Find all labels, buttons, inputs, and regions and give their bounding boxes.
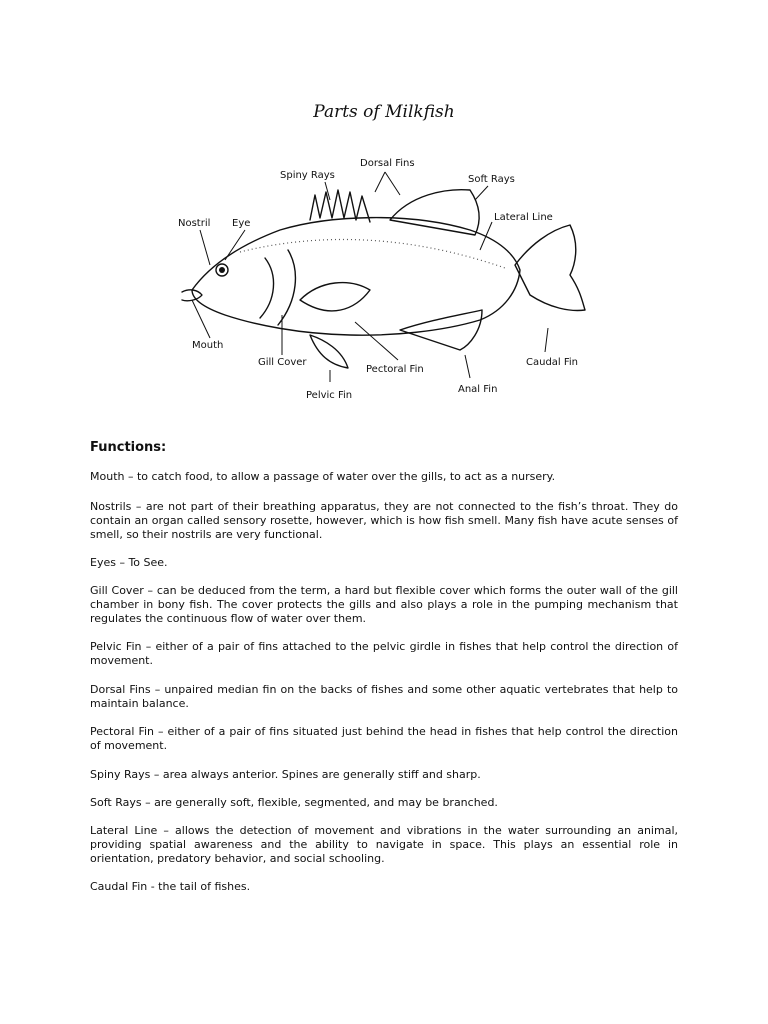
functions-heading: Functions:: [90, 440, 167, 455]
page-title: Parts of Milkfish: [313, 102, 455, 122]
pelvic-fin-shape: [310, 335, 348, 368]
label-gill-cover: Gill Cover: [258, 357, 307, 368]
label-eye: Eye: [232, 218, 251, 229]
label-anal-fin: Anal Fin: [458, 384, 498, 395]
function-eyes: Eyes – To See.: [90, 556, 168, 569]
anal-fin-shape: [400, 310, 482, 350]
label-pelvic-fin: Pelvic Fin: [306, 390, 353, 401]
function-pelvic-fin: Pelvic Fin – either of a pair of fins attached to the pelvic girdle in fishes that help control the direction of movement.: [90, 640, 678, 667]
function-gill-cover: Gill Cover – can be deduced from the term, a hard but flexible cover which forms the outer wall of the gill chamber in bony fish. The cover protects the gills and also plays a role in the pumping mechanism that regulates the continuous flow of water over them.: [90, 584, 678, 625]
gill-cover-shape: [278, 250, 295, 325]
lateral-line-shape: [240, 239, 505, 268]
label-soft-rays: Soft Rays: [468, 174, 515, 185]
caudal-fin-shape: [515, 225, 585, 310]
function-caudal-fin: Caudal Fin - the tail of fishes.: [90, 880, 251, 893]
label-mouth: Mouth: [192, 340, 224, 351]
function-spiny-rays: Spiny Rays – area always anterior. Spines are generally stiff and sharp.: [90, 768, 481, 781]
function-pectoral-fin: Pectoral Fin – either of a pair of fins situated just behind the head in fishes that help control the direction of movement.: [90, 725, 678, 752]
label-dorsal-fins: Dorsal Fins: [360, 158, 415, 169]
label-pectoral-fin: Pectoral Fin: [366, 364, 424, 375]
function-mouth: Mouth – to catch food, to allow a passage of water over the gills, to act as a nursery.: [90, 470, 556, 483]
function-lateral-line: Lateral Line – allows the detection of movement and vibrations in the water surrounding an animal, providing spatial awareness and the ability to navigate in space. This plays an essential role in orientation, predatory behavior, and social schooling.: [90, 824, 678, 865]
function-nostrils: Nostrils – are not part of their breathing apparatus, they are not connected to the fish’s throat. They do contain an organ called sensory rosette, however, which is how fish smell. Many fish have acute senses of smell, so their nostrils are very functional.: [90, 500, 678, 541]
label-caudal-fin: Caudal Fin: [526, 357, 579, 368]
pectoral-fin-shape: [300, 283, 370, 311]
function-soft-rays: Soft Rays – are generally soft, flexible, segmented, and may be branched.: [90, 796, 498, 809]
fish-diagram: [170, 150, 610, 410]
label-nostril: Nostril: [178, 218, 211, 229]
function-dorsal-fins: Dorsal Fins – unpaired median fin on the backs of fishes and some other aquatic vertebrates that help to maintain balance.: [90, 683, 678, 710]
label-lateral-line: Lateral Line: [494, 212, 553, 223]
label-spiny-rays: Spiny Rays: [280, 170, 335, 181]
